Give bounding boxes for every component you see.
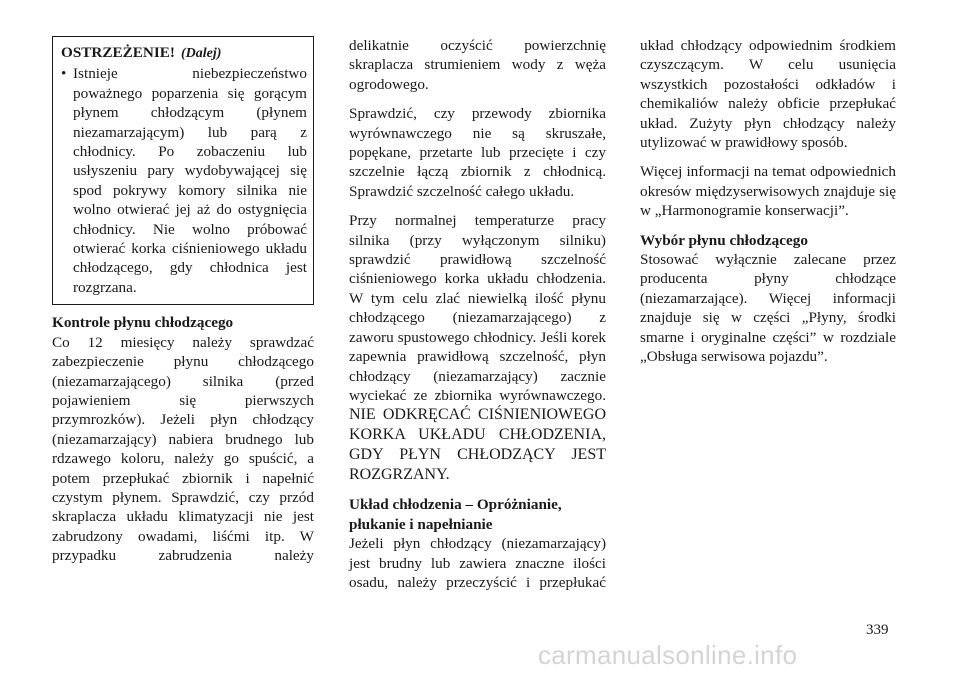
bullet-icon: • <box>61 65 67 83</box>
page-number: 339 <box>866 622 889 638</box>
warning-heading <box>61 43 307 63</box>
paragraph-coolant-selection: Stosować wyłącznie zalecane przez producenta płyny chłodzące (niezamarzające). Więcej informacji znajduje się w części „Płyny, środki smarne i oryginalne części” w rozdziale „Obsługa serwisowa pojazdu”. <box>640 251 896 366</box>
column-right <box>640 36 896 377</box>
warning-title: OSTRZEŻENIE! <box>61 44 175 61</box>
section-heading-coolant-checks: Kontrole płynu chłodzącego <box>52 314 234 332</box>
section-heading-drain-flush: Układ chłodzenia – Opróżnianie, płukanie i napełnianie <box>349 496 562 533</box>
warning-box <box>52 36 314 305</box>
warning-continued: (Dalej) <box>180 46 222 61</box>
pressure-cap-warning-caps: NIE ODKRĘCAĆ CIŚNIENIOWEGO KORKA UKŁADU CHŁODZENIA, GDY PŁYN CHŁODZĄCY JEST ROZGRZANY. <box>349 406 606 484</box>
column-left <box>52 36 314 576</box>
section-coolant-checks-text: Co 12 miesięcy należy sprawdzać zabezpieczenie płynu chłodzącego (niezamarzającego) silnika (przed pojawieniem się pierwszych przymrozków). Jeżeli płyn chłodzący (niezamarzający) nabiera brudnego lub rdzawego koloru, należy go spuścić, a potem przepłukać zbiornik i napełnić czystym płynem. Sprawdzić, czy przód skraplacza układu klimatyzacji nie jest zabrudzony owadami, liśćmi itp. W przypadku zabrudzenia należy <box>52 333 314 565</box>
section-heading-coolant-selection: Wybór płynu chłodzącego <box>640 231 808 249</box>
paragraph-maintenance-schedule: Więcej informacji na temat odpowiednich okresów międzyserwisowych znajduje się w „Harmonogramie konserwacji”. <box>640 163 896 220</box>
column-middle <box>349 36 606 602</box>
paragraph-pressure-cap-check <box>349 211 606 485</box>
watermark-text: carmanualsonline.info <box>538 640 798 670</box>
warning-text: Istnieje niebezpieczeństwo poważnego poparzenia się gorącym płynem chłodzącym (płynem niezamarzającym) lub parą z chłodnicy. Po zobaczeniu lub usłyszeniu pary wydobywającej się spod pokrywy komory silnika nie wolno otwierać jej aż do ostygnięcia chłodnicy. Nie wolno próbować otwierać korka ciśnieniowego układu chłodzącego, gdy chłodnica jest rozgrzana. <box>73 65 307 296</box>
paragraph-flush-system: układ chłodzący odpowiednim środkiem czyszczącym. W celu usunięcia wszystkich pozostałości odkładów i chemikaliów należy obficie przepłukać układ. Zużyty płyn chłodzący należy utylizować w prawidłowy sposób. <box>640 37 896 152</box>
warning-item <box>61 64 307 297</box>
pressure-cap-text: Przy normalnej temperaturze pracy silnika (przy wyłączonym silniku) sprawdzić prawidłową szczelność ciśnieniowego korka układu chłodzenia. W tym celu zlać niewielką ilość płynu chłodzącego (niezamarzającego) z zaworu spustowego chłodnicy. Jeśli korek zapewnia prawidłową szczelność, płyn chłodzący (niezamarzający) zacznie wyciekać ze zbiornika wyrównawczego. <box>349 212 606 404</box>
paragraph-hoses-check: Sprawdzić, czy przewody zbiornika wyrównawczego nie są skruszałe, popękane, przetarte lub przecięte i czy szczelnie łączą zbiornik z chłodnicą. Sprawdzić szczelność całego układu. <box>349 105 606 200</box>
paragraph-condenser-cleaning: delikatnie oczyścić powierzchnię skraplacza strumieniem wody z węża ogrodowego. <box>349 37 606 93</box>
paragraph-drain-flush: Jeżeli płyn chłodzący (niezamarzający) jest brudny lub zawiera znaczne ilości osadu, należy przeczyścić i przepłukać <box>349 535 606 591</box>
